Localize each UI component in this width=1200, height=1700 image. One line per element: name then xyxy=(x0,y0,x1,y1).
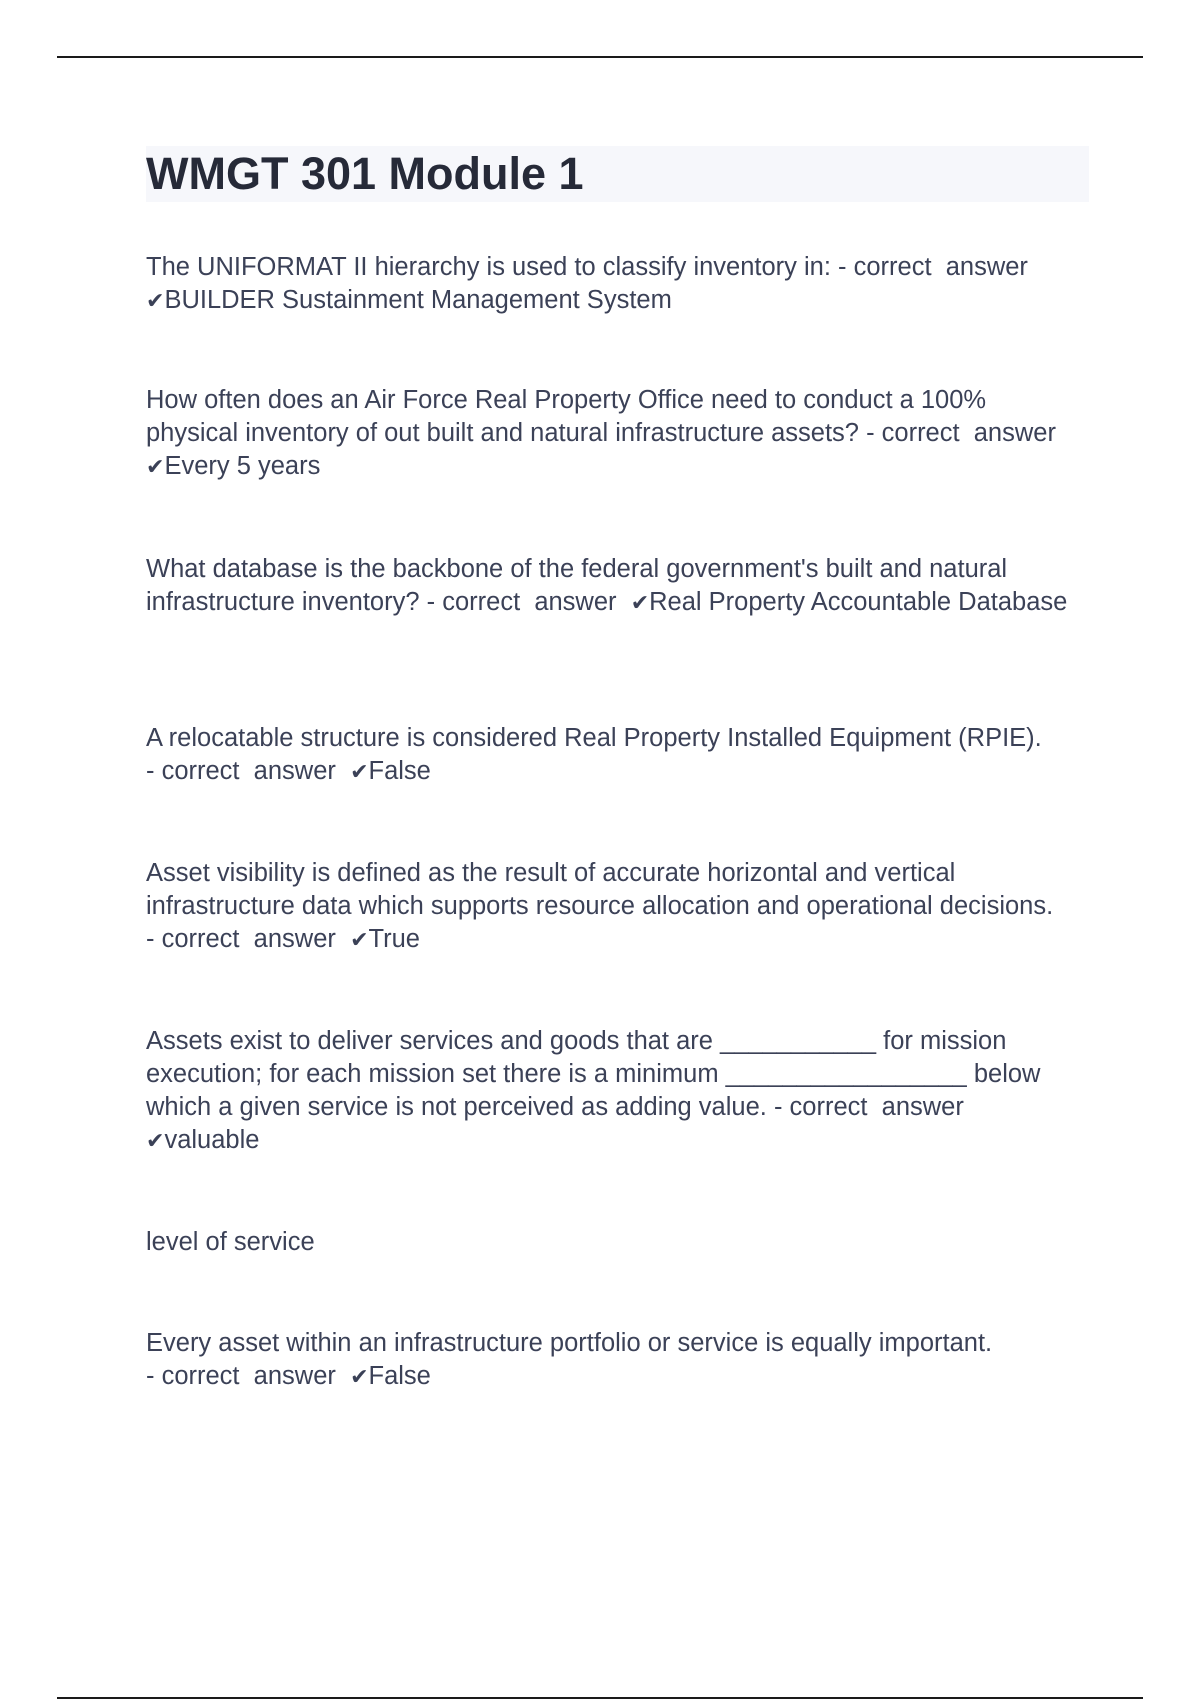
answer-prefix: - correct answer xyxy=(866,419,1064,447)
qa-item xyxy=(146,722,1076,789)
question-text: The UNIFORMAT II hierarchy is used to classify inventory in: xyxy=(146,253,831,281)
qa-item xyxy=(146,1327,1076,1394)
qa-item xyxy=(146,384,1076,484)
check-mark-icon: ✔ xyxy=(350,1365,369,1390)
question-text: What database is the backbone of the federal government's built and natural infrastructure inventory? xyxy=(146,555,1008,616)
qa-item xyxy=(146,251,1076,318)
answer-prefix: - correct answer xyxy=(146,1362,343,1390)
continuation-text: level of service xyxy=(146,1228,315,1256)
check-mark-icon: ✔ xyxy=(350,928,369,953)
answer-text: Real Property Accountable Database xyxy=(649,588,1068,616)
qa-item xyxy=(146,857,1076,957)
document-title: WMGT 301 Module 1 xyxy=(146,148,584,199)
check-mark-icon: ✔ xyxy=(146,1129,165,1154)
question-text: Asset visibility is defined as the result of accurate horizontal and vertical infrastructure data which supports resource allocation and operational decisions. xyxy=(146,859,1054,920)
qa-item xyxy=(146,1025,1076,1158)
answer-prefix: - correct answer xyxy=(146,925,343,953)
check-mark-icon: ✔ xyxy=(146,455,165,480)
check-mark-icon: ✔ xyxy=(350,760,369,785)
answer-prefix: - correct answer xyxy=(146,757,343,785)
answer-text: Every 5 years xyxy=(164,452,321,480)
question-text: How often does an Air Force Real Property Office need to conduct a 100% physical inventory of out built and natural infrastructure assets? xyxy=(146,386,987,447)
top-rule xyxy=(57,56,1143,58)
answer-text: BUILDER Sustainment Management System xyxy=(164,286,672,314)
qa-item xyxy=(146,553,1076,620)
answer-prefix: - correct answer xyxy=(426,588,624,616)
answer-text: True xyxy=(368,925,420,953)
check-mark-icon: ✔ xyxy=(630,591,650,616)
qa-item-continuation xyxy=(146,1226,1076,1259)
answer-text: False xyxy=(368,757,431,785)
answer-text: False xyxy=(368,1362,431,1390)
answer-text: valuable xyxy=(164,1126,260,1154)
question-text: Assets exist to deliver services and goods that are ___________ for mission execution; for each mission set there is a minimum _________________ below which a given service is not perceived as adding value. xyxy=(146,1027,1041,1121)
check-mark-icon: ✔ xyxy=(146,289,165,314)
question-text: Every asset within an infrastructure portfolio or service is equally important. xyxy=(146,1329,993,1357)
question-text: A relocatable structure is considered Real Property Installed Equipment (RPIE). xyxy=(146,724,1042,752)
answer-prefix: - correct answer xyxy=(838,253,1036,281)
bottom-rule xyxy=(57,1697,1143,1699)
answer-prefix: - correct answer xyxy=(773,1093,971,1121)
